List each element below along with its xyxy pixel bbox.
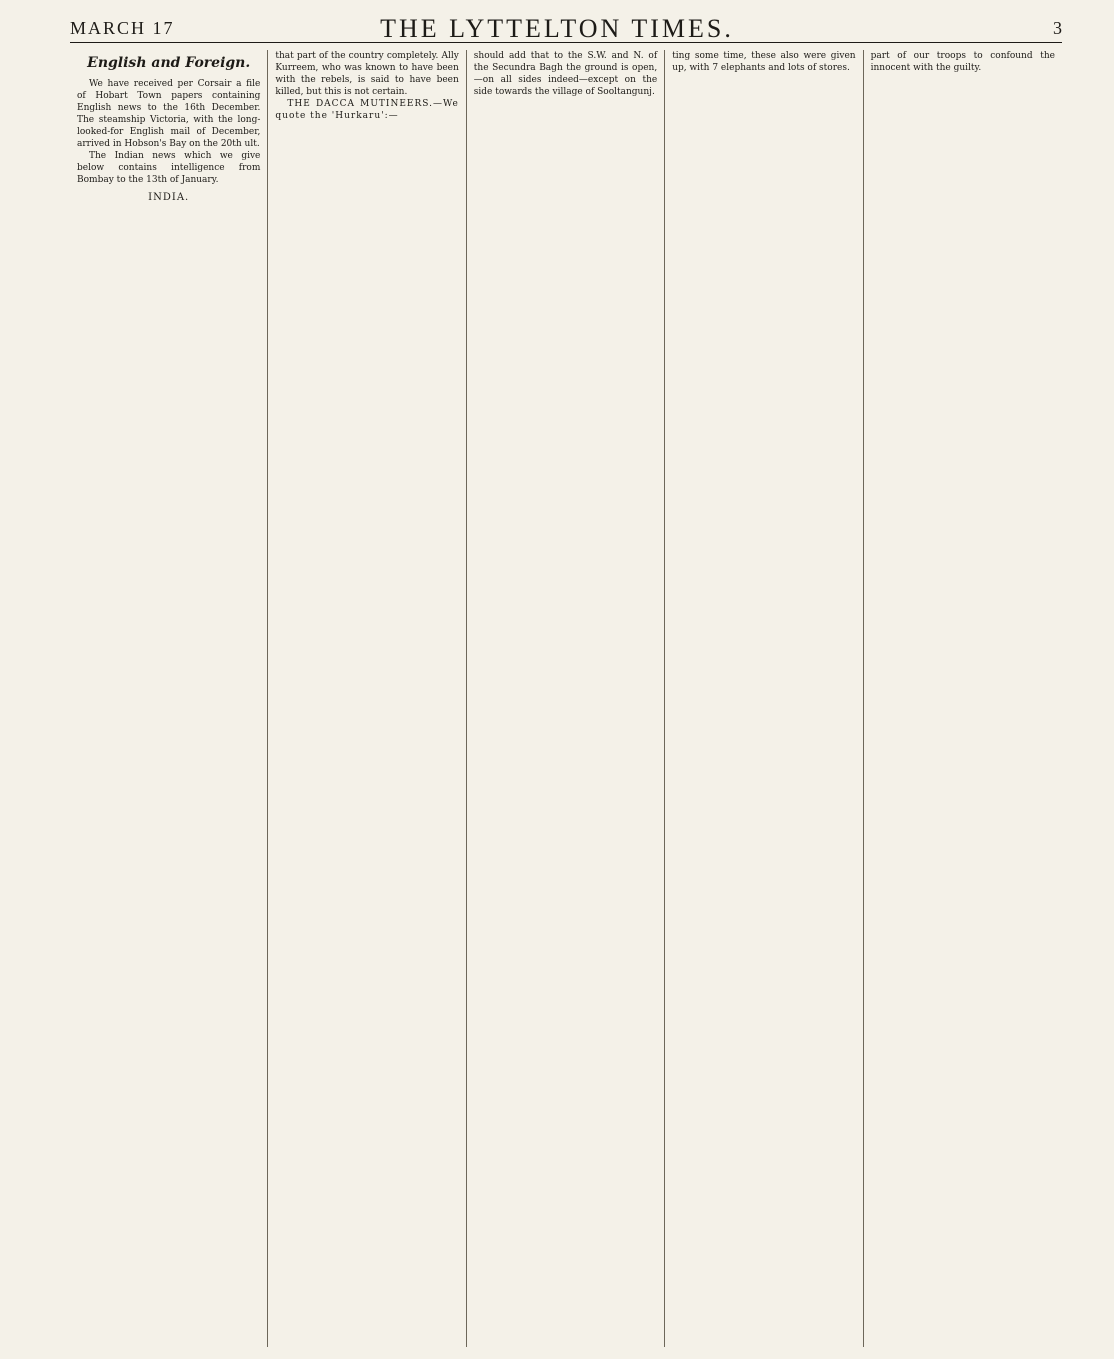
header-rule: [70, 42, 1062, 43]
page-header: [0, 0, 1114, 43]
subheading-india: INDIA.: [148, 192, 190, 203]
paragraph: We have received per Corsair a file of Hobart Town papers containing English news to the 16th December. The steamship Victoria, with the long-looked-for English mail of December, arrived in Hobson's Bay on the 20th ult.: [77, 79, 261, 149]
newspaper-title: THE LYTTELTON TIMES.: [380, 14, 734, 43]
section-title-english-foreign: English and Foreign.: [87, 55, 251, 71]
paragraph: part of our troops to confound the innocent with the guilty.: [870, 51, 1055, 73]
newspaper-columns: [70, 50, 1062, 1347]
column-3: [467, 50, 665, 1347]
paragraph: The Indian news which we give below contains intelligence from Bombay to the 13th of January.: [77, 151, 261, 185]
paragraph: ting some time, these also were given up, with 7 elephants and lots of stores.: [672, 51, 856, 73]
column-2: [268, 50, 466, 1347]
column-5: [864, 50, 1062, 1347]
issue-date: MARCH 17: [70, 18, 175, 38]
paragraph: should add that to the S.W. and N. of the Secundra Bagh the ground is open,—on all sides indeed—except on the side towards the village of Sooltangunj.: [473, 51, 658, 97]
paragraph: THE DACCA MUTINEERS.—We quote the 'Hurkaru':—: [275, 99, 459, 121]
column-1: [70, 50, 268, 1347]
page-number: 3: [1053, 18, 1062, 38]
paragraph: that part of the country completely. Ally Kurreem, who was known to have been with the rebels, is said to have been killed, but this is not certain.: [275, 51, 459, 97]
column-4: [665, 50, 863, 1347]
